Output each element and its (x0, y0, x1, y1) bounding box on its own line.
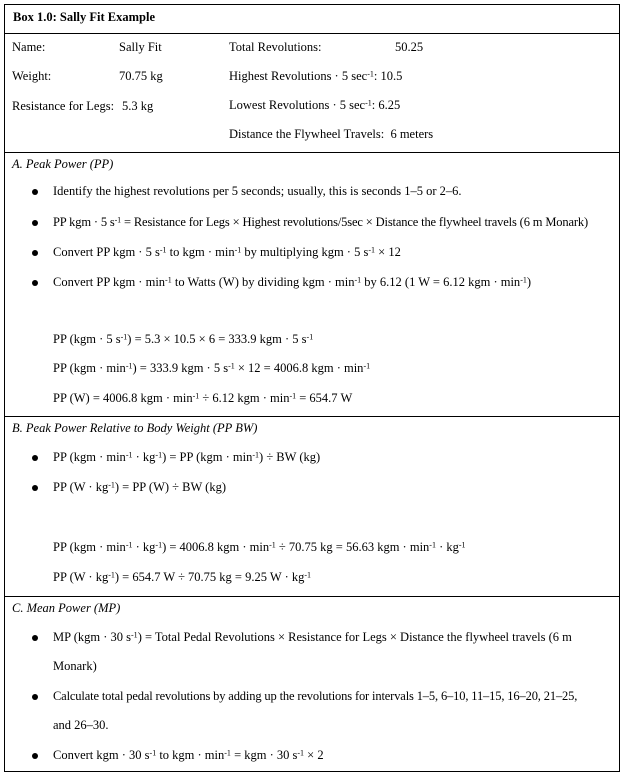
highest-rev: Highest Revolutions · 5 $\sec^{-1}$: 10.5 (229, 69, 403, 83)
resistance-value: 5.3 kg (122, 99, 154, 113)
name-value: Sally Fit (119, 40, 162, 54)
box-title: Box 1.0: Sally Fit Example (13, 10, 156, 24)
bullet-dot (32, 189, 38, 195)
section-a (5, 153, 619, 417)
bullet-dot (32, 485, 38, 491)
bullet-dot (32, 220, 38, 226)
section-c-bullet-1-line-1: MP (kgm · 30 $s^{-1}$) = Total Pedal Revolutions × Resistance for Legs × Distance the flywheel travels (6 m (53, 630, 572, 644)
bullet-dot (32, 455, 38, 461)
bullet-dot (32, 753, 38, 759)
weight-value: 70.75 kg (119, 69, 163, 83)
bullet-dot (32, 250, 38, 256)
lowest-rev: Lowest Revolutions · 5 $\sec^{-1}$: 6.25 (229, 98, 401, 112)
info-row (5, 34, 619, 153)
section-b-heading: B. Peak Power Relative to Body Weight (PP BW) (12, 421, 258, 435)
weight-label: Weight: (12, 69, 52, 83)
bullet-dot (32, 635, 38, 641)
name-label: Name: (12, 40, 46, 54)
section-a-calc-1: PP (kgm · 5 $s^{-1}) = 5.3 \times 10.5 \times 6 = 333.9$ kgm · 5 $s^{-1}$ (53, 332, 314, 346)
section-a-bullet-1: Identify the highest revolutions per 5 seconds; usually, this is seconds 1–5 or 2–6. (53, 184, 462, 198)
resistance-label: Resistance for Legs: (12, 99, 115, 113)
section-c-bullet-2-line-2: and 26–30. (53, 718, 109, 732)
box-title-row (5, 5, 619, 34)
total-rev-value: 50.25 (395, 40, 424, 54)
section-b (5, 417, 619, 597)
section-c-bullet-1-line-2: Monark) (53, 659, 97, 673)
section-c (5, 597, 619, 773)
section-a-bullet-3: Convert PP kgm · 5 $s^{-1}$ to kgm · $\min^{-1}$ by multiplying kgm · 5 $s^{-1} \times 12$ (53, 245, 401, 259)
section-b-bullet-1: PP $(kgm \cdot \min^{-1} \cdot kg^{-1})$ = PP $(kgm \cdot \min^{-1})$ ÷ BW (kg) (53, 450, 321, 464)
section-a-heading: A. Peak Power (PP) (12, 157, 114, 171)
section-c-bullet-2-line-1: Calculate total pedal revolutions by adding up the revolutions for intervals 1–5, 6–10, 11–15, 16–20, 21–25, (53, 689, 578, 703)
section-c-bullet-3: Convert kgm · 30 $s^{-1}$ to kgm · $\min^{-1}$ = kgm · 30 $s^{-1} \times 2$ (53, 748, 324, 762)
section-a-bullet-4: Convert PP kgm · $\min^{-1}$ to Watts (W) by dividing kgm · $\min^{-1}$ by 6.12 (1 W = 6.12 kgm · $\min^{-1}$) (53, 275, 532, 289)
sally-fit-box (4, 4, 620, 772)
total-rev-label: Total Revolutions: (229, 40, 322, 54)
section-b-calc-1: PP $(kgm \cdot \min^{-1} \cdot kg^{-1}) = 4006.8$ kgm · $\min^{-1} \div 70.75$ kg = 56.63 kgm · $\min^{-1} \cdot kg^{-1}$ (53, 540, 466, 554)
bullet-dot (32, 280, 38, 286)
section-a-calc-2: PP $(kgm \cdot \min^{-1}) = 333.9$ kgm · 5 $s^{-1} \times 12 = 4006.8$ kgm · $\min^{-1}$ (53, 361, 371, 375)
section-c-heading: C. Mean Power (MP) (12, 601, 121, 615)
bullet-dot (32, 694, 38, 700)
section-a-bullet-2: PP kgm · 5 $s^{-1}$ = Resistance for Legs × Highest revolutions/5sec × Distance the flywheel travels (6 m Monark) (53, 215, 589, 229)
flywheel-distance: Distance the Flywheel Travels: 6 meters (229, 127, 434, 141)
section-a-calc-3: PP (W) = 4006.8 kgm · $\min^{-1} \div 6.12$ kgm · $\min^{-1} = 654.7$ W (53, 391, 353, 405)
section-b-bullet-2: PP $(W \cdot kg^{-1})$ = PP (W) ÷ BW (kg) (53, 480, 227, 494)
section-b-calc-2: PP $(W \cdot kg^{-1}) = 654.7$ W ÷ 70.75 kg = 9.25 $W \cdot kg^{-1}$ (53, 570, 312, 584)
